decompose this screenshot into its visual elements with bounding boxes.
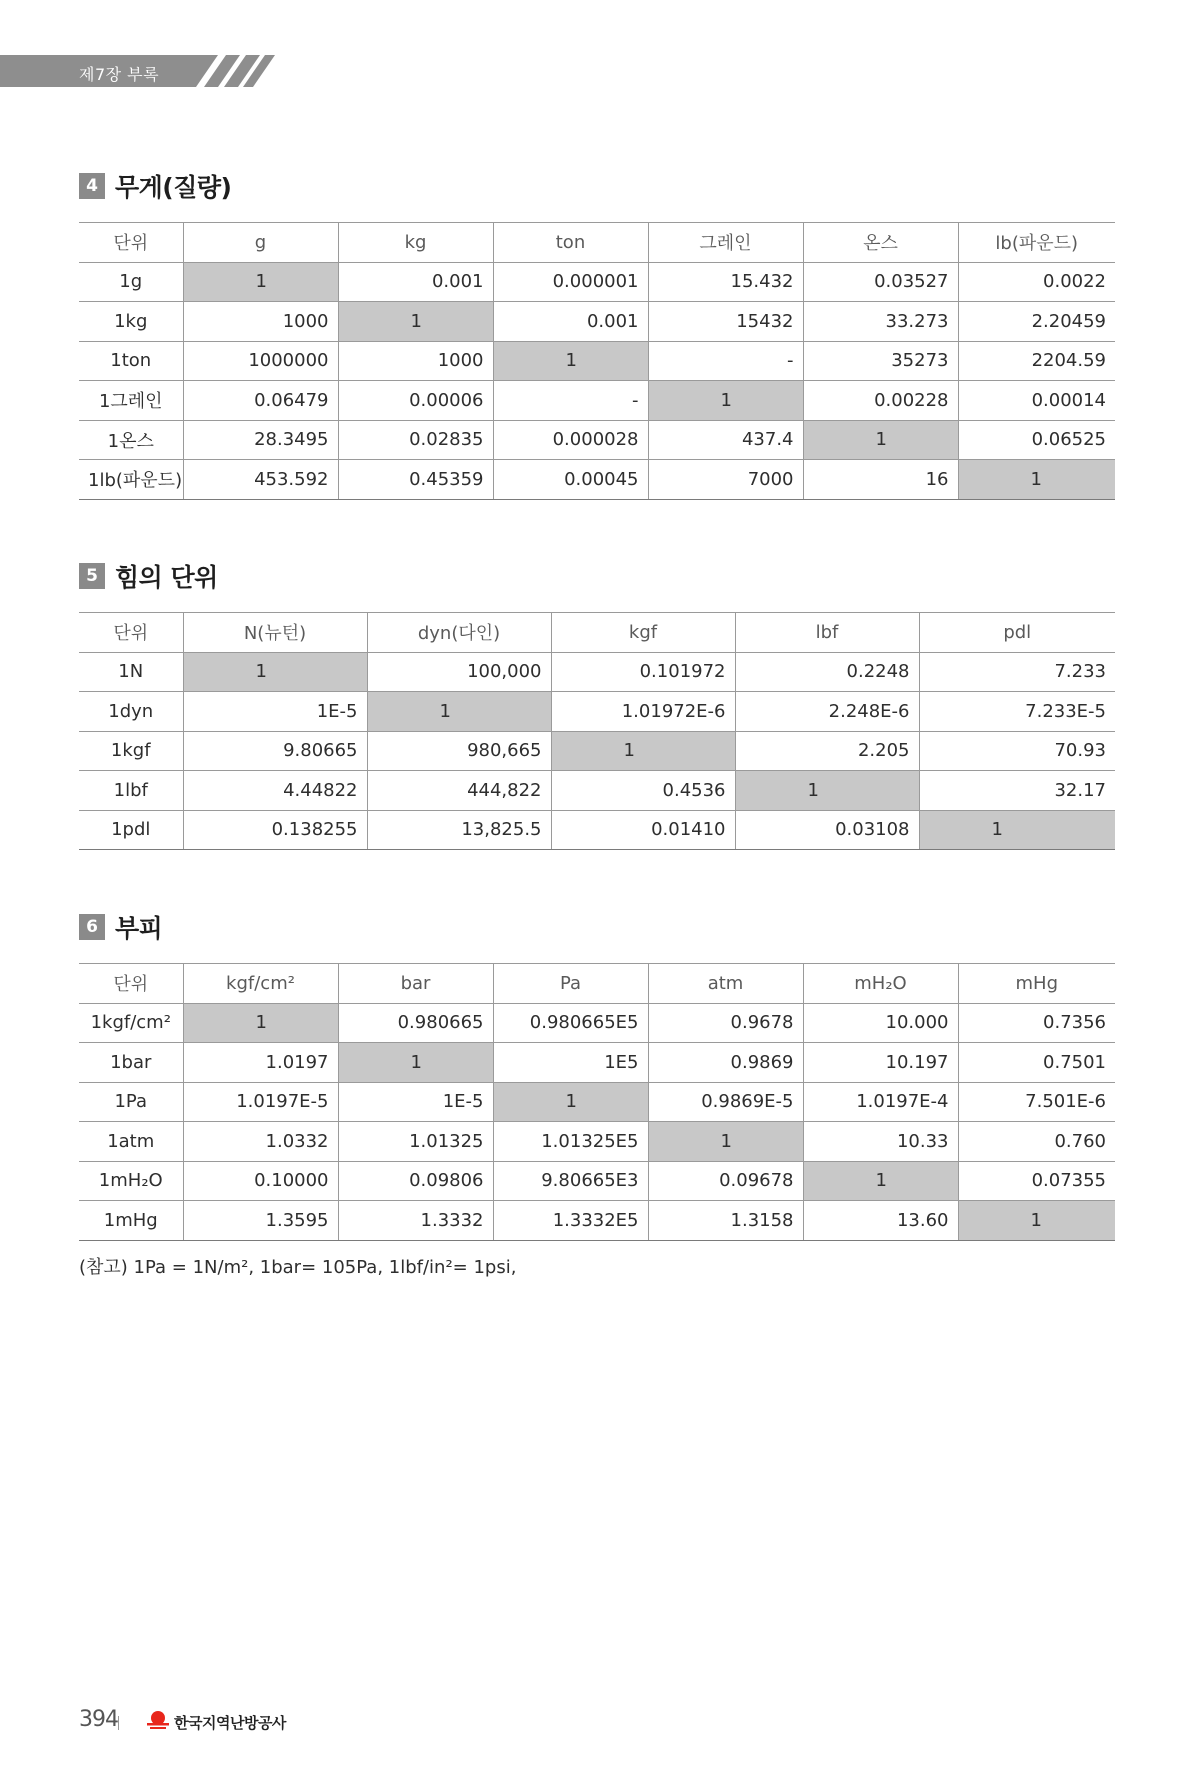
- identity-cell: 1: [958, 460, 1115, 500]
- value-cell: 0.00228: [803, 381, 958, 421]
- value-cell: 0.4536: [551, 771, 735, 811]
- header-row: [79, 223, 1115, 263]
- column-header: mH₂O: [803, 964, 958, 1004]
- column-header: pdl: [919, 613, 1115, 653]
- identity-cell: 1: [183, 262, 338, 302]
- unit-column-header: 단위: [79, 223, 183, 263]
- value-cell: 7.501E-6: [958, 1082, 1115, 1122]
- column-header: g: [183, 223, 338, 263]
- value-cell: 0.980665E5: [493, 1003, 648, 1043]
- value-cell: 0.10000: [183, 1161, 338, 1201]
- value-cell: 2.20459: [958, 302, 1115, 342]
- table-row: [79, 652, 1115, 692]
- value-cell: 1E5: [493, 1043, 648, 1083]
- row-label: 1ton: [79, 341, 183, 381]
- value-cell: 0.9869: [648, 1043, 803, 1083]
- value-cell: 1.0197: [183, 1043, 338, 1083]
- unit-column-header: 단위: [79, 964, 183, 1004]
- value-cell: 0.101972: [551, 652, 735, 692]
- organization-name: 한국지역난방공사: [174, 1714, 286, 1732]
- header-row: [79, 964, 1115, 1004]
- value-cell: 10.000: [803, 1003, 958, 1043]
- identity-cell: 1: [735, 771, 919, 811]
- table-row: [79, 262, 1115, 302]
- value-cell: 13.60: [803, 1201, 958, 1241]
- value-cell: 0.07355: [958, 1161, 1115, 1201]
- value-cell: 0.001: [493, 302, 648, 342]
- value-cell: 2.205: [735, 731, 919, 771]
- table-row: [79, 1122, 1115, 1162]
- row-label: 1g: [79, 262, 183, 302]
- row-label: 1kg: [79, 302, 183, 342]
- identity-cell: 1: [648, 381, 803, 421]
- row-label: 1kgf: [79, 731, 183, 771]
- table-row: [79, 1201, 1115, 1241]
- identity-cell: 1: [338, 302, 493, 342]
- value-cell: 9.80665E3: [493, 1161, 648, 1201]
- identity-cell: 1: [919, 810, 1115, 850]
- table-row: [79, 341, 1115, 381]
- value-cell: 13,825.5: [367, 810, 551, 850]
- value-cell: 0.06525: [958, 420, 1115, 460]
- column-header: 온스: [803, 223, 958, 263]
- value-cell: -: [648, 341, 803, 381]
- column-header: atm: [648, 964, 803, 1004]
- table-row: [79, 1003, 1115, 1043]
- table-row: [79, 1082, 1115, 1122]
- value-cell: 1.01325: [338, 1122, 493, 1162]
- value-cell: 0.06479: [183, 381, 338, 421]
- value-cell: 0.000028: [493, 420, 648, 460]
- value-cell: 0.03108: [735, 810, 919, 850]
- column-header: lbf: [735, 613, 919, 653]
- value-cell: 1E-5: [183, 692, 367, 732]
- value-cell: 0.02835: [338, 420, 493, 460]
- value-cell: 0.9869E-5: [648, 1082, 803, 1122]
- value-cell: 437.4: [648, 420, 803, 460]
- identity-cell: 1: [551, 731, 735, 771]
- identity-cell: 1: [183, 652, 367, 692]
- section-number: 5: [79, 563, 105, 589]
- value-cell: 0.138255: [183, 810, 367, 850]
- value-cell: 28.3495: [183, 420, 338, 460]
- value-cell: 0.45359: [338, 460, 493, 500]
- section-title: 힘의 단위: [115, 563, 218, 592]
- table-row: [79, 1161, 1115, 1201]
- value-cell: 15432: [648, 302, 803, 342]
- value-cell: 0.00014: [958, 381, 1115, 421]
- value-cell: 0.0022: [958, 262, 1115, 302]
- value-cell: 1.01972E-6: [551, 692, 735, 732]
- row-label: 1lb(파운드): [79, 460, 183, 500]
- value-cell: 453.592: [183, 460, 338, 500]
- value-cell: 1.3158: [648, 1201, 803, 1241]
- page-separator: [118, 1716, 119, 1730]
- row-label: 1N: [79, 652, 183, 692]
- identity-cell: 1: [367, 692, 551, 732]
- reference-note: (참고) 1Pa = 1N/m², 1bar= 105Pa, 1lbf/in²= 1psi,: [79, 1257, 517, 1278]
- value-cell: -: [493, 381, 648, 421]
- identity-cell: 1: [648, 1122, 803, 1162]
- section-heading-mass: [79, 168, 231, 204]
- column-header: ton: [493, 223, 648, 263]
- table-row: [79, 1043, 1115, 1083]
- table-row: [79, 731, 1115, 771]
- value-cell: 7.233E-5: [919, 692, 1115, 732]
- identity-cell: 1: [338, 1043, 493, 1083]
- value-cell: 1000: [183, 302, 338, 342]
- value-cell: 15.432: [648, 262, 803, 302]
- section-heading-force: [79, 558, 218, 594]
- value-cell: 1.01325E5: [493, 1122, 648, 1162]
- value-cell: 2204.59: [958, 341, 1115, 381]
- value-cell: 980,665: [367, 731, 551, 771]
- row-label: 1그레인: [79, 381, 183, 421]
- table-row: [79, 810, 1115, 850]
- value-cell: 0.980665: [338, 1003, 493, 1043]
- value-cell: 0.00045: [493, 460, 648, 500]
- row-label: 1mHg: [79, 1201, 183, 1241]
- section-title: 부피: [115, 914, 163, 943]
- value-cell: 0.7501: [958, 1043, 1115, 1083]
- value-cell: 0.00006: [338, 381, 493, 421]
- value-cell: 1.3332E5: [493, 1201, 648, 1241]
- value-cell: 2.248E-6: [735, 692, 919, 732]
- column-header: Pa: [493, 964, 648, 1004]
- value-cell: 0.9678: [648, 1003, 803, 1043]
- row-label: 1dyn: [79, 692, 183, 732]
- pressure-conversion-table: [79, 963, 1115, 1241]
- value-cell: 10.197: [803, 1043, 958, 1083]
- value-cell: 35273: [803, 341, 958, 381]
- value-cell: 1.3332: [338, 1201, 493, 1241]
- row-label: 1pdl: [79, 810, 183, 850]
- value-cell: 7000: [648, 460, 803, 500]
- value-cell: 0.09806: [338, 1161, 493, 1201]
- column-header: bar: [338, 964, 493, 1004]
- value-cell: 1000: [338, 341, 493, 381]
- value-cell: 0.2248: [735, 652, 919, 692]
- row-label: 1bar: [79, 1043, 183, 1083]
- value-cell: 9.80665: [183, 731, 367, 771]
- value-cell: 4.44822: [183, 771, 367, 811]
- value-cell: 444,822: [367, 771, 551, 811]
- section-number: 4: [79, 173, 105, 199]
- value-cell: 70.93: [919, 731, 1115, 771]
- column-header: kgf/cm²: [183, 964, 338, 1004]
- table-row: [79, 692, 1115, 732]
- force-conversion-table: [79, 612, 1115, 850]
- value-cell: 1.0332: [183, 1122, 338, 1162]
- row-label: 1온스: [79, 420, 183, 460]
- identity-cell: 1: [183, 1003, 338, 1043]
- identity-cell: 1: [803, 420, 958, 460]
- column-header: mHg: [958, 964, 1115, 1004]
- row-label: 1kgf/cm²: [79, 1003, 183, 1043]
- value-cell: 0.760: [958, 1122, 1115, 1162]
- kdhc-logo-icon: [146, 1710, 170, 1732]
- value-cell: 1E-5: [338, 1082, 493, 1122]
- section-number: 6: [79, 914, 105, 940]
- value-cell: 100,000: [367, 652, 551, 692]
- table-row: [79, 381, 1115, 421]
- value-cell: 0.000001: [493, 262, 648, 302]
- value-cell: 7.233: [919, 652, 1115, 692]
- column-header: dyn(다인): [367, 613, 551, 653]
- value-cell: 0.09678: [648, 1161, 803, 1201]
- value-cell: 10.33: [803, 1122, 958, 1162]
- column-header: N(뉴턴): [183, 613, 367, 653]
- table-row: [79, 771, 1115, 811]
- page-number: 394: [79, 1707, 118, 1732]
- value-cell: 0.7356: [958, 1003, 1115, 1043]
- value-cell: 1000000: [183, 341, 338, 381]
- column-header: kgf: [551, 613, 735, 653]
- chapter-label: 제7장 부록: [79, 65, 160, 84]
- identity-cell: 1: [493, 1082, 648, 1122]
- unit-column-header: 단위: [79, 613, 183, 653]
- table-row: [79, 302, 1115, 342]
- header-row: [79, 613, 1115, 653]
- column-header: kg: [338, 223, 493, 263]
- row-label: 1Pa: [79, 1082, 183, 1122]
- row-label: 1mH₂O: [79, 1161, 183, 1201]
- identity-cell: 1: [493, 341, 648, 381]
- row-label: 1lbf: [79, 771, 183, 811]
- section-heading-pressure: [79, 909, 162, 945]
- mass-conversion-table: [79, 222, 1115, 500]
- value-cell: 0.001: [338, 262, 493, 302]
- section-title: 무게(질량): [115, 173, 232, 202]
- column-header: 그레인: [648, 223, 803, 263]
- identity-cell: 1: [803, 1161, 958, 1201]
- value-cell: 1.0197E-5: [183, 1082, 338, 1122]
- value-cell: 16: [803, 460, 958, 500]
- value-cell: 33.273: [803, 302, 958, 342]
- row-label: 1atm: [79, 1122, 183, 1162]
- value-cell: 1.3595: [183, 1201, 338, 1241]
- value-cell: 0.03527: [803, 262, 958, 302]
- value-cell: 0.01410: [551, 810, 735, 850]
- column-header: lb(파운드): [958, 223, 1115, 263]
- value-cell: 32.17: [919, 771, 1115, 811]
- value-cell: 1.0197E-4: [803, 1082, 958, 1122]
- table-row: [79, 420, 1115, 460]
- identity-cell: 1: [958, 1201, 1115, 1241]
- table-row: [79, 460, 1115, 500]
